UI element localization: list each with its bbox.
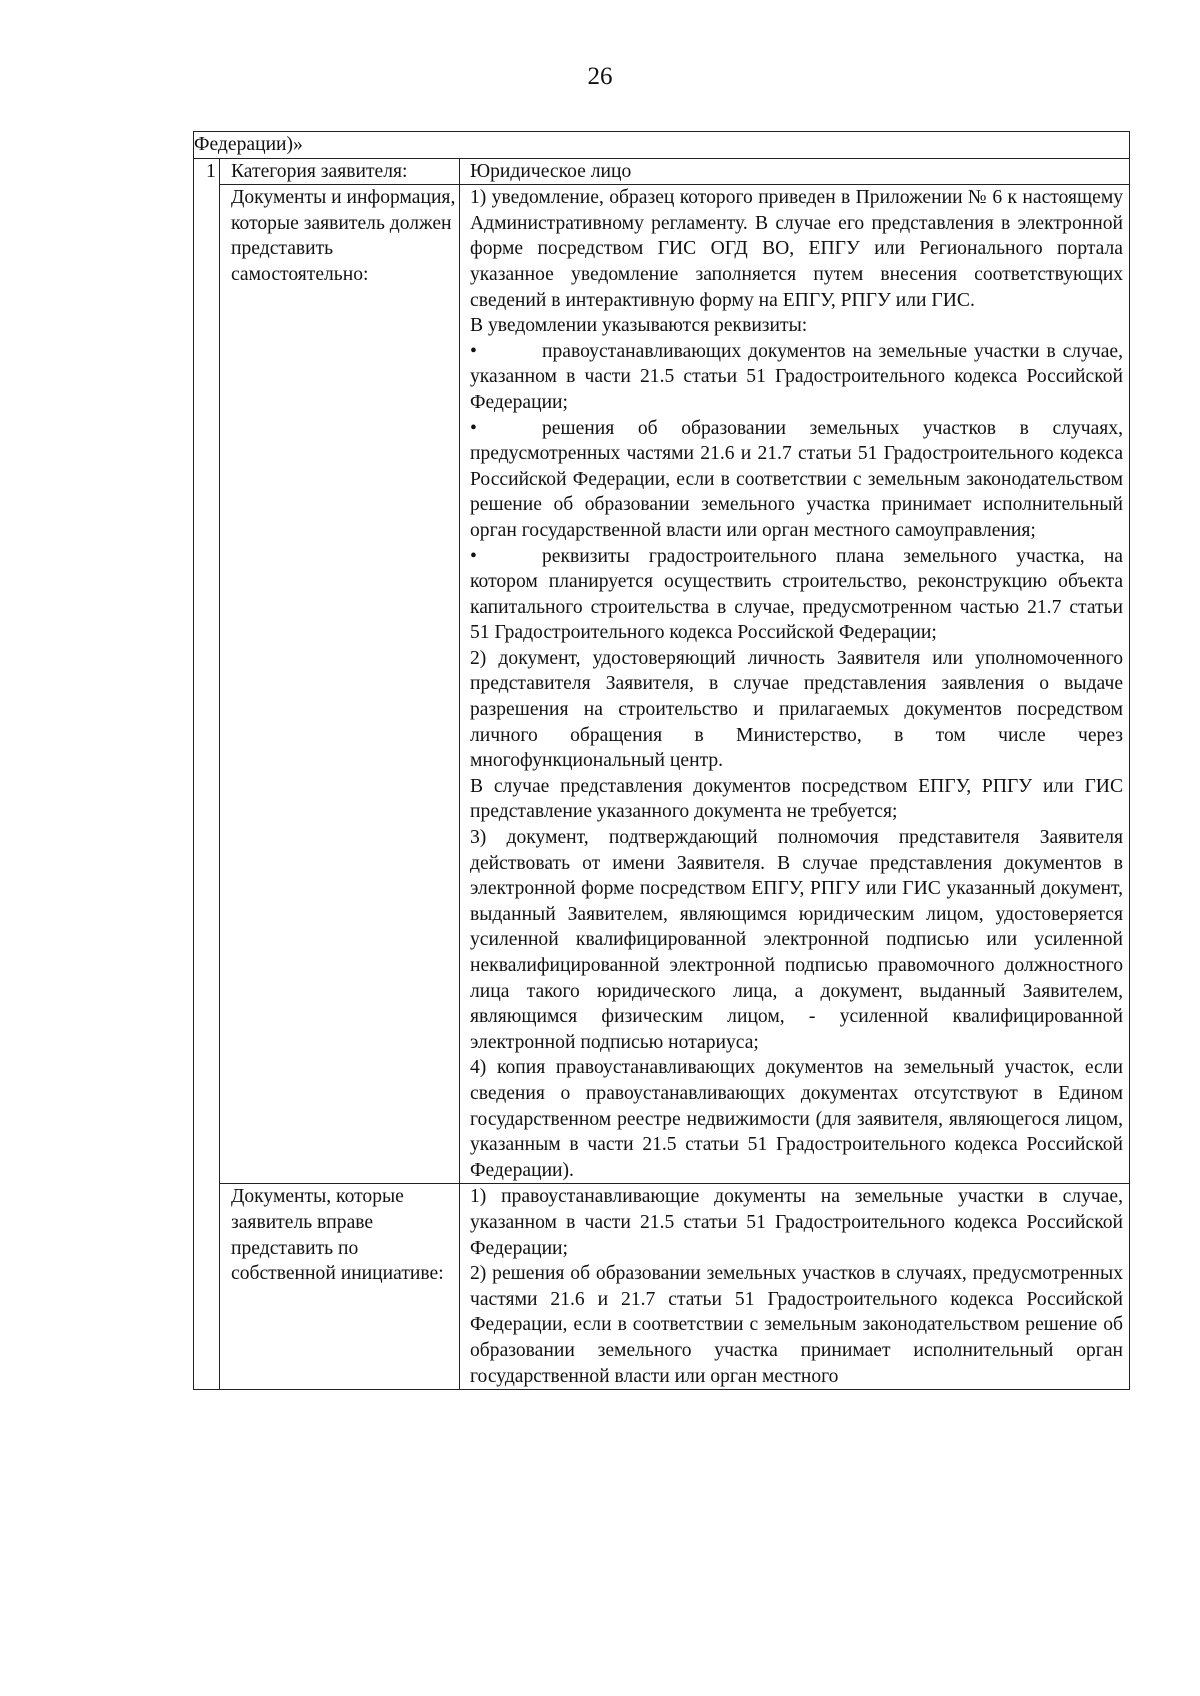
- category-value: Юридическое лицо: [460, 158, 1130, 185]
- row-number: 1: [194, 158, 220, 1390]
- requirements-table: [193, 131, 1130, 1390]
- bullet-icon: •: [470, 417, 477, 439]
- required-item-2-note: В случае представления документов посредством ЕПГУ, РПГУ или ГИС представление указанного документа не требуется;: [470, 775, 1124, 823]
- category-row: [194, 158, 1130, 185]
- optional-item-1: 1) правоустанавливающие документы на земельные участки в случае, указанном в части 21.5 статьи 51 Градостроительного кодекса Российской Федерации;: [470, 1186, 1124, 1259]
- required-item-3: 3) документ, подтверждающий полномочия представителя Заявителя действовать от имени Заявителя. В случае представления документов в электронной форме посредством ЕПГУ, РПГУ или ГИС указанный документ, выданный Заявителем, являющимся юридическим лицом, удостоверяется усиленной квалифицированной электронной подписью или усиленной неквалифицированной электронной подписью правомочного должностного лица такого юридического лица, а документ, выданный Заявителем, являющимся физическим лицом, - усиленной квалифицированной электронной подписью нотариуса;: [470, 827, 1124, 1053]
- bullet-icon: •: [470, 545, 477, 567]
- page-number: 26: [587, 63, 613, 90]
- required-item-1: 1) уведомление, образец которого приведен в Приложении № 6 к настоящему Административному регламенту. В случае его представления в электронной форме посредством ГИС ОГД ВО, ЕПГУ или Регионального портала указанное уведомление заполняется путем внесения соответствующих сведений в интерактивную форму на ЕПГУ, РПГУ или ГИС.: [470, 187, 1124, 311]
- required-item-4: 4) копия правоустанавливающих документов на земельный участок, если сведения о правоустанавливающих документах отсутствуют в Едином государственном реестре недвижимости (для заявителя, являющегося лицом, указанным в части 21.5 статьи 51 Градостроительного кодекса Российской Федерации).: [470, 1057, 1124, 1181]
- required-docs-row: [194, 185, 1130, 1184]
- optional-docs-content: [460, 1184, 1130, 1390]
- required-item-2: 2) документ, удостоверяющий личность Заявителя или уполномоченного представителя Заявителя, в случае представления заявления о выдаче разрешения на строительство и прилагаемых документов посредством личного обращения в Министерство, в том числе через многофункциональный центр.: [470, 647, 1124, 772]
- required-docs-label: Документы и информация, которые заявитель должен представить самостоятельно:: [220, 185, 460, 1184]
- optional-docs-label: Документы, которые заявитель вправе представить по собственной инициативе:: [220, 1184, 460, 1390]
- bullet-item-3: [470, 544, 1123, 646]
- required-docs-content: [460, 185, 1130, 1184]
- bullet-item-1: [470, 339, 1123, 416]
- bullet-text-1: правоустанавливающих документов на земельные участки в случае, указанном в части 21.5 статьи 51 Градостроительного кодекса Российской Федерации;: [470, 340, 1124, 413]
- optional-item-2: 2) решения об образовании земельных участков в случаях, предусмотренных частями 21.6 и 21.7 статьи 51 Градостроительного кодекса Российской Федерации, если в соответствии с земельным законодательством решение об образовании земельного участка принимает исполнительный орган государственной власти или орган местного: [470, 1263, 1124, 1387]
- table-header-cell: [194, 132, 1130, 159]
- optional-docs-row: [194, 1184, 1130, 1390]
- table-header-text: Федерации)»: [194, 134, 303, 155]
- bullet-item-2: [470, 416, 1123, 544]
- bullet-icon: •: [470, 340, 477, 362]
- table-header-row: [194, 132, 1130, 159]
- bullet-text-2: решения об образовании земельных участков в случаях, предусмотренных частями 21.6 и 21.7 статьи 51 Градостроительного кодекса Российской Федерации, если в соответствии с земельным законодательством решение об образовании земельного участка принимает исполнительный орган государственной власти или орган местного самоуправления;: [470, 417, 1124, 541]
- category-label: Категория заявителя:: [220, 158, 460, 185]
- bullet-text-3: реквизиты градостроительного плана земельного участка, на котором планируется осуществить строительство, реконструкцию объекта капитального строительства в случае, предусмотренном частью 21.7 статьи 51 Градостроительного кодекса Российской Федерации;: [470, 545, 1124, 644]
- required-item-intro: В уведомлении указываются реквизиты:: [470, 315, 808, 337]
